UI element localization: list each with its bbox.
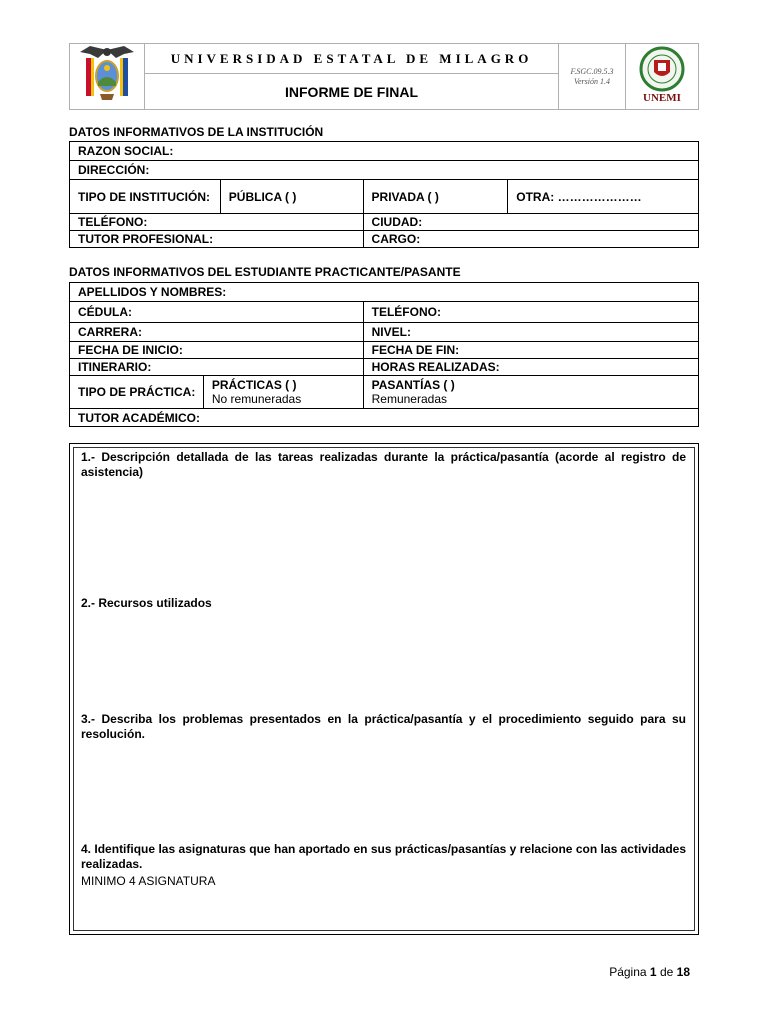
practicas-label: PRÁCTICAS ( ) xyxy=(211,378,297,392)
tutor-academico-field[interactable]: TUTOR ACADÉMICO: xyxy=(70,409,699,427)
practicas-checkbox[interactable] xyxy=(203,376,363,409)
fecha-fin-field[interactable]: FECHA DE FIN: xyxy=(363,342,698,359)
student-section-title: DATOS INFORMATIVOS DEL ESTUDIANTE PRACTICANTE/PASANTE xyxy=(69,265,461,279)
privada-checkbox[interactable]: PRIVADA ( ) xyxy=(363,180,508,214)
publica-checkbox[interactable]: PÚBLICA ( ) xyxy=(220,180,363,214)
question-2: 2.- Recursos utilizados xyxy=(81,596,212,610)
tipo-practica-label: TIPO DE PRÁCTICA: xyxy=(70,376,204,409)
ciudad-field[interactable]: CIUDAD: xyxy=(363,214,698,231)
ecuador-coat-of-arms-icon xyxy=(76,44,138,104)
university-name: UNIVERSIDAD ESTATAL DE MILAGRO xyxy=(145,44,559,74)
form-code: F.SGC.09.5.3 xyxy=(570,66,614,76)
no-remuneradas-label: No remuneradas xyxy=(211,392,302,406)
form-code-cell xyxy=(559,44,626,110)
coat-of-arms-cell xyxy=(70,44,145,110)
page-number xyxy=(609,965,690,979)
institution-table xyxy=(69,141,699,248)
question-4-note: MINIMO 4 ASIGNATURA xyxy=(81,874,216,888)
carrera-field[interactable]: CARRERA: xyxy=(70,323,364,342)
direccion-field[interactable]: DIRECCIÓN: xyxy=(70,161,699,180)
tutor-profesional-field[interactable]: TUTOR PROFESIONAL: xyxy=(70,231,364,248)
student-table xyxy=(69,282,699,427)
unemi-logo-icon xyxy=(632,44,692,104)
document-header xyxy=(69,43,699,110)
document-title: INFORME DE FINAL xyxy=(145,74,559,110)
question-3: 3.- Describa los problemas presentados en la práctica/pasantía y el procedimiento seguido para su resolución. xyxy=(81,712,686,741)
cargo-field[interactable]: CARGO: xyxy=(363,231,698,248)
page-current: 1 xyxy=(649,965,657,979)
report-questions-box xyxy=(69,443,699,935)
pasantias-checkbox[interactable] xyxy=(363,376,698,409)
page-label: Página xyxy=(609,965,647,979)
otra-field[interactable]: OTRA: ………………… xyxy=(508,180,699,214)
question-1: 1.- Descripción detallada de las tareas realizadas durante la práctica/pasantía (acorde al registro de asistencia) xyxy=(81,450,686,479)
telefono-institucion-field[interactable]: TELÉFONO: xyxy=(70,214,364,231)
remuneradas-label: Remuneradas xyxy=(371,392,447,406)
fecha-inicio-field[interactable]: FECHA DE INICIO: xyxy=(70,342,364,359)
unemi-logo-cell xyxy=(626,44,699,110)
form-version: Versión 1.4 xyxy=(574,76,610,86)
page-total: 18 xyxy=(676,965,690,979)
unemi-logo-text: UNEMI xyxy=(643,92,681,104)
institution-section-title: DATOS INFORMATIVOS DE LA INSTITUCIÓN xyxy=(69,125,324,139)
telefono-estudiante-field[interactable]: TELÉFONO: xyxy=(363,302,698,323)
razon-social-field[interactable]: RAZON SOCIAL: xyxy=(70,142,699,161)
itinerario-field[interactable]: ITINERARIO: xyxy=(70,359,364,376)
pasantias-label: PASANTÍAS ( ) xyxy=(371,378,455,392)
cedula-field[interactable]: CÉDULA: xyxy=(70,302,364,323)
question-4: 4. Identifique las asignaturas que han aportado en sus prácticas/pasantías y relacione con las actividades realizadas. xyxy=(81,842,686,871)
report-questions-inner[interactable] xyxy=(73,447,695,931)
horas-realizadas-field[interactable]: HORAS REALIZADAS: xyxy=(363,359,698,376)
tipo-institucion-label: TIPO DE INSTITUCIÓN: xyxy=(70,180,221,214)
apellidos-nombres-field[interactable]: APELLIDOS Y NOMBRES: xyxy=(70,283,699,302)
nivel-field[interactable]: NIVEL: xyxy=(363,323,698,342)
page-of: de xyxy=(659,965,674,979)
